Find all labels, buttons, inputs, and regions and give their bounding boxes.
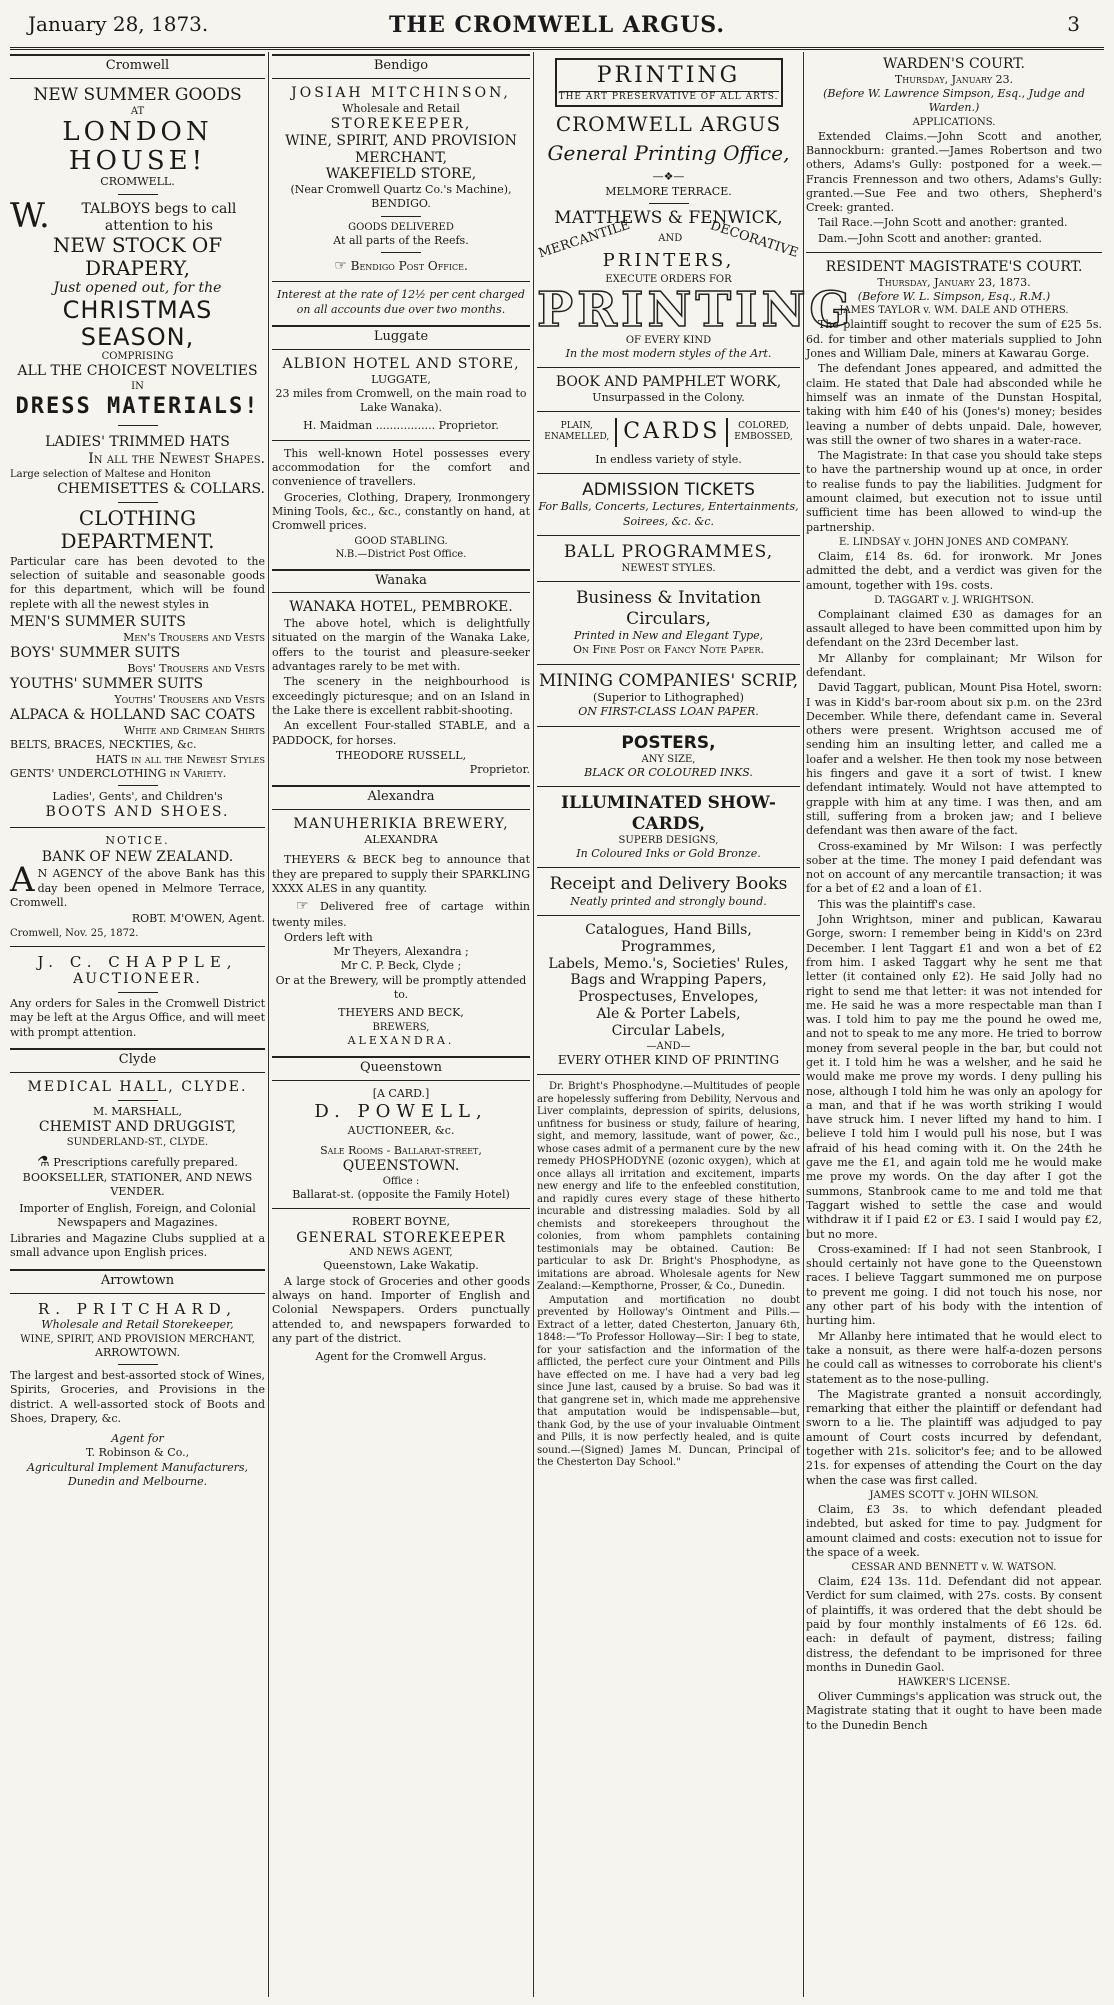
ad-text: Orders left with (284, 930, 373, 944)
list-item: Catalogues, Hand Bills, Programmes, (585, 922, 752, 955)
divider (118, 785, 158, 786)
pointing-hand-icon: ☞ (296, 898, 309, 915)
section-header-queenstown: Queenstown (272, 1056, 530, 1081)
ad-heading: JOSIAH MITCHINSON, (291, 84, 511, 101)
divider (118, 992, 158, 993)
case-title: E. LINDSAY v. JOHN JONES AND COMPANY. (839, 536, 1069, 548)
ad-text: ROBT. M'OWEN, Agent. (131, 912, 265, 926)
ad-text: GOODS DELIVERED (348, 221, 454, 233)
ad-text: Printed in New and Elegant Type, (573, 628, 764, 642)
column-divider (533, 52, 534, 1997)
masthead (0, 0, 1114, 48)
article-text: Mr Allanby for complainant; Mr Wilson for defendant. (806, 651, 1102, 679)
list-item: Bags and Wrapping Papers, (570, 972, 767, 989)
ad-heading: J. C. CHAPPLE, (37, 952, 238, 971)
divider (537, 581, 800, 582)
ad-heading: CHRISTMAS SEASON, (62, 296, 213, 351)
ad-heading: MEDICAL HALL, CLYDE. (27, 1078, 248, 1095)
ad-text: Bendigo Post Office. (350, 259, 468, 274)
article-text: Claim, £24 13s. 11d. Defendant did not appear. Verdict for sum claimed, with 27s. costs. By consent of plaintiffs, it was ordered that the debt should be paid by four monthly instalments of £6 12s. 6d. each: in default of payment, distress; failing distress, the defendant to be imprisoned for three months in Dunedin Gaol. (806, 1575, 1102, 1674)
ad-heading: AUCTIONEER. (73, 971, 202, 988)
notice-title: NOTICE. (105, 834, 170, 848)
ad-heading: CLOTHING DEPARTMENT. (60, 505, 215, 553)
section-header-cromwell: Cromwell (10, 54, 265, 79)
ad-text: Groceries, Clothing, Drapery, Ironmongery Mining Tools, &c., &c., constantly on hand, at Cromwell prices. (272, 490, 530, 533)
ad-heading: POSTERS, (621, 732, 716, 753)
ad-text: CROMWELL. (100, 175, 175, 189)
ad-text: PLAIN, (560, 420, 593, 431)
ad-text: IN (131, 380, 144, 392)
divider (10, 827, 265, 828)
ad-heading: CHEMIST AND DRUGGIST, (38, 1118, 237, 1135)
ad-text: For Balls, Concerts, Lectures, Entertainments, Soirees, &c. &c. (538, 500, 799, 528)
list-item: MEN'S SUMMER SUITS (10, 613, 186, 630)
ad-text: In the most modern styles of the Art. (565, 346, 772, 360)
ad-text: BELTS, BRACES, NECKTIES, &c. (10, 738, 197, 752)
divider (537, 915, 800, 916)
ad-text: GENTS' UNDERCLOTHING in Variety. (10, 766, 227, 780)
article-text: Mr Allanby here intimated that he would elect to take a nonsuit, as there were half-a-dozen persons he could call as witnesses to corroborate his client's statement as to the nose-pulling. (806, 1329, 1102, 1386)
list-item: YOUTHS' SUMMER SUITS (10, 676, 204, 693)
ad-heading: WANAKA HOTEL, PEMBROKE. (289, 599, 513, 616)
ad-text: The scenery in the neighbourhood is exceedingly picturesque; and on an Island in the Lake there is excellent rabbit-shooting. (272, 675, 530, 717)
pointing-hand-icon: ☞ (334, 258, 347, 275)
column-2 (272, 52, 530, 1997)
list-item: Youths' Trousers and Vests (114, 692, 265, 706)
divider (537, 1074, 800, 1075)
ad-heading: ILLUMINATED SHOW-CARDS, (561, 793, 776, 834)
divider (537, 473, 800, 474)
ad-text: CHEMISETTES & COLLARS. (57, 480, 265, 497)
article-text: Claim, £3 3s. to which defendant pleaded indebted, but asked for time to pay. Judgment for amount claimed and costs: execution not to issue for the space of a week. (806, 1502, 1102, 1559)
ad-text: THEYERS & BECK beg to announce that they are prepared to supply their SPARKLING XXXX ALES in any quantity. (272, 853, 530, 896)
list-item: Boys' Trousers and Vests (127, 661, 265, 675)
ad-text: GOOD STABLING. (354, 535, 448, 547)
ad-heading: GENERAL STOREKEEPER (296, 1229, 506, 1246)
ad-text: Queenstown, Lake Wakatip. (323, 1259, 479, 1273)
article-text: The defendant Jones appeared, and admitted the claim. He stated that Dale had absconded while he himself was an inmate of the Dunstan Hospital, taking with him £40 of his (Jones's) money; besides leaving a number of debts unpaid. Dale, however, was still the owner of two shares in a water-race. (806, 362, 1102, 447)
drop-cap: W. (10, 195, 50, 236)
ad-text: Ladies', Gents', and Children's (52, 790, 223, 804)
ad-text: Delivered free of cartage within twenty miles. (272, 900, 530, 929)
ad-text: Proprietor. (469, 763, 530, 777)
ad-text: BENDIGO. (371, 197, 431, 211)
ad-text: Sale Rooms - Ballarat-street, (320, 1143, 482, 1157)
section-header-wanaka: Wanaka (272, 569, 530, 594)
ad-heading: ALBION HOTEL AND STORE, (282, 355, 520, 372)
divider (537, 535, 800, 536)
ad-text: ON FIRST-CLASS LOAN PAPER. (578, 705, 759, 719)
ad-text: In endless variety of style. (595, 452, 742, 466)
ad-text: SUNDERLAND-ST., CLYDE. (66, 1136, 209, 1148)
ad-heading: BALL PROGRAMMES, (563, 541, 774, 562)
ad-heading: D. POWELL, (314, 1101, 488, 1123)
ad-heading: NEW SUMMER GOODS (33, 84, 242, 105)
ad-heading: BOOKSELLER, STATIONER, AND NEWS VENDER. (22, 1170, 253, 1199)
ad-text: Agricultural Implement Manufacturers, (26, 1460, 249, 1474)
case-title: CESSAR AND BENNETT v. W. WATSON. (851, 1562, 1057, 1574)
divider (118, 194, 158, 195)
article-text: John Wrightson, miner and publican, Kawarau Gorge, sworn: I remember being in Kidd's on 23rd December. I lent Taggart £1 and won a bet of £2 from him. I asked Taggart why he sent me that letter (it contained only £2). He said Jolly had no right to send me that letter: it was not intended for me. He said he was a more respectable man than I was. I told him to pay me the pound he owed me, and not to speak to me any more. He tried to borrow money from several people in the bar, but could not get it. I told him he was a welsher, and he said he would make me prove my words. I deny pulling his nose, although I told him he was only an apology for a man, and that if he was worth striking I would have struck him. I never lifted my hand to him. I believe I told him I would pull his nose, but I was afraid of his head coming with it. On the 24th he gave me the £1, and again told me he would make me prove my words. On the day after I got the summons, Stanbrook came to me and told me that Taggart wished to settle the case and would withdraw it if I paid £2 or £3. I said I would pay £2, but no more. (806, 913, 1102, 1241)
ad-text: HATS in all the Newest Styles (95, 752, 265, 766)
article-text: The Magistrate: In that case you should take steps to have the partnership wound up at once, in order to realise funds to pay the liabilities. Judgment for amount claimed, but execution not to issue until sufficient time has been allowed to wind-up the partnership. (806, 449, 1102, 534)
ad-text: Unsurpassed in the Colony. (592, 390, 745, 404)
drop-cap: A (10, 860, 35, 901)
ad-text: Libraries and Magazine Clubs supplied at a small advance upon English prices. (10, 1232, 265, 1260)
ad-text: Or at the Brewery, will be promptly attended to. (275, 973, 527, 1001)
case-title: JAMES TAYLOR v. WM. DALE AND OTHERS. (839, 305, 1069, 317)
ad-text: ALEXANDRA. (347, 1033, 455, 1047)
ad-heading: CROMWELL ARGUS (555, 112, 782, 137)
ad-text: WINE, SPIRIT, AND PROVISION MERCHANT, (285, 132, 517, 166)
ad-text: OF EVERY KIND (625, 334, 712, 346)
ad-text: LADIES' TRIMMED HATS (45, 434, 230, 451)
divider (118, 425, 158, 426)
ad-text: AT (130, 106, 145, 118)
case-title: HAWKER'S LICENSE. (897, 1677, 1011, 1689)
article-text: Thursday, January 23, 1873. (877, 275, 1031, 289)
article-text: (Before W. Lawrence Simpson, Esq., Judge and Warden.) (823, 87, 1085, 115)
divider (649, 203, 689, 204)
printing-banner (555, 58, 783, 107)
article-text: Tail Race.—John Scott and another: granted. (818, 216, 1068, 230)
ad-heading: ROBERT BOYNE, (351, 1215, 451, 1229)
ad-text: Neatly printed and strongly bound. (570, 894, 767, 908)
masthead-rule (10, 47, 1104, 50)
list-item: Circular Labels, (611, 1022, 726, 1039)
ad-heading: EVERY OTHER KIND OF PRINTING (557, 1052, 780, 1067)
article-text: Cross-examined by Mr Wilson: I was perfectly sober at the time. The money I paid defendant was not on account of any mercantile transaction; it was for a bet of £2 and a loan of £1. (806, 839, 1102, 896)
divider (537, 786, 800, 787)
article-subheading: APPLICATIONS. (912, 116, 996, 128)
article-text: Extended Claims.—John Scott and another, Bannockburn: granted.—James Robertson and two others, Adams's Gully: postponed for a week.—Francis Frennesson and two others, Adams's Gully: granted.—Sue Fee and two others, Shepherd's Creek: granted. (806, 129, 1102, 215)
article-text: Dr. Bright's Phosphodyne.—Multitudes of people are hopelessly suffering from Debility, Nervous and Liver complaints, depression of spirits, delusions, unfitness for business or study, failure of hearing, sight, and memory, lassitude, want of power, &c., whose cases admit of a permanent cure by the new remedy PHOSPHODYNE (ozonic oxygen), which at once allays all irritation and excitement, imparts new energy and life to the enfeebled constitution, and rapidly cures every stage of these hitherto incurable and distressing maladies. Sold by all chemists and storekeepers throughout the colonies, from whom pamphlets containing testimonials may be obtained. Caution: Be particular to ask Dr. Bright's Phosphodyne, as imitations are abroad. Wholesale agents for New Zealand:—Kempthorne, Prosser, & Co., Dunedin. (537, 1081, 800, 1293)
section-header-clyde: Clyde (10, 1048, 265, 1073)
article-text: This was the plaintiff's case. (818, 897, 976, 911)
divider (381, 216, 421, 217)
ad-heading: QUEENSTOWN. (342, 1158, 460, 1175)
ad-text: Mr Theyers, Alexandra ; (333, 945, 469, 959)
ad-text: Just opened out, for the (53, 280, 222, 297)
ad-text: In all the Newest Shapes. (88, 451, 265, 468)
divider (537, 726, 800, 727)
article-text: Thursday, January 23. (894, 72, 1014, 86)
list-item: Labels, Memo.'s, Societies' Rules, (548, 955, 789, 972)
ad-text: Mr C. P. Beck, Clyde ; (340, 959, 462, 973)
ad-text: Agent for (111, 1432, 164, 1446)
article-text: Complainant claimed £30 as damages for an assault alleged to have been committed upon him by defendant on the 23rd December last. (806, 607, 1102, 650)
ad-heading: CARDS (615, 418, 728, 447)
ad-heading: MATTHEWS & FENWICK, (554, 207, 783, 228)
ad-text: The above hotel, which is delightfully situated on the margin of the Wanaka Lake, offers to the tourist and pleasure-seeker advantages rarely to be met with. (272, 617, 530, 674)
ad-text: Wholesale and Retail (342, 101, 460, 115)
divider (381, 252, 421, 253)
newspaper-title: THE CROMWELL ARGUS. (388, 12, 726, 38)
list-item: Ale & Porter Labels, (596, 1006, 741, 1022)
cards-block (537, 418, 800, 447)
ad-text: Agent for the Cromwell Argus. (315, 1350, 487, 1364)
column-divider (268, 52, 269, 1997)
divider (272, 281, 530, 282)
ad-text: (Near Cromwell Quartz Co.'s Machine), (290, 183, 512, 197)
ad-text: N.B.—District Post Office. (335, 548, 467, 560)
ad-heading: ADMISSION TICKETS (582, 479, 755, 500)
ad-text: In Coloured Inks or Gold Bronze. (576, 847, 761, 861)
ad-text: Any orders for Sales in the Cromwell District may be left at the Argus Office, and will meet with prompt attention. (10, 997, 265, 1039)
article-text: The Magistrate granted a nonsuit accordingly, remarking that either the plaintiff or defendant had sworn to a lie. The plaintiff was adjudged to pay amount of Court costs incurred by defendant, together with 21s. solicitor's fee; and to be allowed 21s. for expenses of attending the Court on the day when the case was first called. (806, 1387, 1102, 1487)
ad-text: WINE, SPIRIT, AND PROVISION MERCHANT, (20, 1333, 255, 1345)
section-header-luggate: Luggate (272, 325, 530, 350)
list-item: BOYS' SUMMER SUITS (10, 645, 181, 661)
pestle-icon: ⚗ (37, 1153, 50, 1170)
case-title: JAMES SCOTT v. JOHN WILSON. (869, 1489, 1039, 1501)
ad-heading: BANK OF NEW ZEALAND. (41, 848, 234, 865)
ad-heading: General Printing Office, (547, 141, 790, 166)
ad-text: ALL THE CHOICEST NOVELTIES (17, 362, 258, 379)
ad-text: A large stock of Groceries and other goods always on hand. Importer of English and Colonial Newspapers. Orders punctually attended to, and newspapers forwarded to any part of the district. (272, 1274, 530, 1345)
article-heading: RESIDENT MAGISTRATE'S COURT. (825, 259, 1083, 276)
ad-text: Large selection of Maltese and Honiton (10, 468, 211, 480)
article-text: Dam.—John Scott and another: granted. (818, 231, 1042, 245)
ad-text: [A CARD.] (372, 1086, 430, 1100)
article-text: Cross-examined: If I had not seen Stanbrook, I should certainly not have gone to the Queenstown races. I believe Taggart summoned me on purpose to prevent me going. I did not touch his nose, nor any other part of his body with the intention of hurting him. (806, 1242, 1102, 1328)
ad-text: M. MARSHALL, (93, 1104, 182, 1118)
ad-text: ARROWTOWN. (95, 1345, 180, 1359)
ad-heading: Business & Invitation Circulars, (575, 588, 762, 629)
ad-text: ANY SIZE, (641, 753, 696, 765)
ad-heading: PRINTERS, (602, 250, 735, 272)
ad-text: This well-known Hotel possesses every accommodation for the comfort and convenience of travellers. (272, 446, 530, 489)
page-number: 3 (1067, 12, 1080, 36)
ad-text: SUPERB DESIGNS, (618, 835, 719, 847)
ad-text: ALEXANDRA (364, 833, 438, 847)
article-text: Claim, £14 8s. 6d. for ironwork. Mr Jones admitted the debt, and a verdict was given for the amount, together with 19s. costs. (806, 549, 1102, 592)
printing-heading: PRINTING (537, 281, 855, 338)
ad-text: MERCANTILE (536, 217, 632, 262)
ad-heading: MINING COMPANIES' SCRIP, (538, 670, 799, 691)
ad-text: Particular care has been devoted to the selection of suitable and seasonable goods for this department, which will be found replete with all the newest styles in (10, 554, 265, 611)
ad-text: ENAMELLED, (544, 432, 610, 443)
article-text: David Taggart, publican, Mount Pisa Hotel, sworn: I was in Kidd's bar-room about six p.m. on the 23rd December. While there, defendant came in. Several others were present. Wrightson accused me of sending him an insulting letter, and called me a loafer and a welsher. He then took my nose between his fingers and gave it a sort of twist. I knew defendant intimately. Would not have attempted to grapple with him at any time. I was then, and am still, suffering from a broken jaw; and I believe defendant was then aware of the fact. (806, 681, 1102, 838)
ad-heading: R. PRITCHARD, (37, 1299, 238, 1318)
issue-date: January 28, 1873. (28, 12, 209, 36)
case-title: D. TAGGART v. J. WRIGHTSON. (874, 594, 1034, 606)
ad-text: BLACK OR COLOURED INKS. (584, 765, 753, 779)
ad-text: WAKEFIELD STORE, (325, 166, 477, 183)
divider (272, 440, 530, 441)
ad-text: AND (658, 233, 683, 245)
divider (118, 1100, 158, 1101)
list-item: White and Crimean Shirts (123, 723, 265, 737)
banner-title: PRINTING (559, 62, 779, 92)
divider (537, 367, 800, 368)
ad-text: TALBOYS begs to call attention to his (81, 200, 237, 234)
article-heading: WARDEN'S COURT. (883, 56, 1025, 72)
ad-text: AND NEWS AGENT, (349, 1247, 453, 1259)
ad-heading: BOOK AND PAMPHLET WORK, (555, 373, 782, 390)
section-header-bendigo: Bendigo (272, 54, 530, 79)
ad-text: Dunedin and Melbourne. (67, 1475, 208, 1489)
divider (118, 1364, 158, 1365)
ad-text: Cromwell, Nov. 25, 1872. (10, 927, 139, 939)
ad-heading: MANUHERIKIA BREWERY, (293, 816, 509, 833)
article-text: (Before W. L. Simpson, Esq., R.M.) (857, 290, 1051, 304)
ad-text: T. Robinson & Co., (85, 1446, 190, 1460)
article-text: The plaintiff sought to recover the sum of £25 5s. 6d. for timber and other materials supplied to John Jones and William Dale, miners at Kawarau Gorge. (806, 318, 1102, 361)
ad-text: Office : (382, 1175, 420, 1187)
ad-text: Ballarat-st. (opposite the Family Hotel) (292, 1187, 510, 1201)
section-header-arrowtown: Arrowtown (10, 1269, 265, 1294)
banner-subtitle: THE ART PRESERVATIVE OF ALL ARTS. (558, 91, 779, 102)
ad-text: (Superior to Lithographed) (593, 690, 744, 704)
ad-text: Interest at the rate of 12½ per cent charged on all accounts due over two months. (277, 288, 525, 316)
ad-text: NEWEST STYLES. (621, 563, 716, 575)
ad-heading: Receipt and Delivery Books (549, 874, 788, 895)
ad-text: —AND— (646, 1040, 691, 1052)
article-text: Oliver Cummings's application was struck out, the Magistrate stating that it ought to have been made to the Dunedin Bench (806, 1690, 1102, 1732)
ad-text: An excellent Four-stalled STABLE, and a PADDOCK, for horses. (272, 719, 530, 747)
ad-text: BREWERS, (372, 1021, 430, 1033)
ad-text: On Fine Post or Fancy Note Paper. (572, 643, 765, 657)
ad-text: LUGGATE, (371, 372, 431, 386)
list-item: Men's Trousers and Vests (123, 630, 265, 644)
ad-text: At all parts of the Reefs. (333, 233, 469, 247)
divider (10, 946, 265, 947)
column-1 (10, 52, 265, 1997)
list-item: ALPACA & HOLLAND SAC COATS (10, 707, 256, 724)
ad-heading: BOOTS AND SHOES. (45, 804, 230, 821)
divider (537, 867, 800, 868)
list-item: Prospectuses, Envelopes, (578, 989, 759, 1006)
ad-text: N AGENCY of the above Bank has this day been opened in Melmore Terrace, Cromwell. (10, 867, 265, 909)
column-3 (536, 52, 855, 1997)
ad-text: H. Maidman ................. Proprietor. (303, 419, 499, 433)
divider (537, 411, 800, 412)
divider (272, 1208, 530, 1209)
ad-text: AUCTIONEER, &c. (347, 1123, 455, 1137)
ad-text: THEODORE RUSSELL, (335, 748, 467, 762)
article-text: Amputation and mortification no doubt prevented by Holloway's Ointment and Pills.—Extract of a letter, dated Chesterton, January 6th, 1848:—"To Professor Holloway—Sir: I beg to state, for your satisfaction and the information of the afflicted, the perfect cure your Ointment and Pills have effected on me. I have had a very bad leg since June last, caused by a bruise. So bad was it that gangrene set in, which made me apprehensive that amputation would be indispensable—but, thank God, by the use of your invaluable Ointment and Pills, it is now perfectly healed, and is quite sound.—(Signed) James M. Duncan, Principal of the Chesterton Day School." (537, 1294, 800, 1469)
column-divider (803, 52, 804, 1997)
ad-text: Importer of English, Foreign, and Colonial Newspapers and Magazines. (19, 1201, 256, 1229)
ad-heading: STOREKEEPER, (330, 115, 472, 132)
ad-text: EMBOSSED, (734, 432, 793, 443)
ad-text: DECORATIVE (708, 218, 801, 262)
ad-heading: DRESS MATERIALS! (15, 393, 260, 419)
ad-text: COMPRISING (101, 350, 174, 362)
ad-heading: NEW STOCK OF DRAPERY, (52, 233, 223, 281)
ad-heading: THEYERS AND BECK, (338, 1006, 464, 1020)
column-4 (806, 52, 1102, 1997)
divider (806, 252, 1102, 253)
section-header-alexandra: Alexandra (272, 785, 530, 810)
ad-text: COLORED, (738, 420, 789, 431)
ad-text: The largest and best-assorted stock of Wines, Spirits, Groceries, and Provisions in the district. A well-assorted stock of Boots and Shoes, Drapery, &c. (10, 1368, 265, 1425)
divider (118, 502, 158, 503)
ad-text: Wholesale and Retail Storekeeper, (41, 1318, 234, 1332)
clothing-list (10, 614, 265, 738)
ad-text: 23 miles from Cromwell, on the main road to Lake Wanaka). (275, 386, 527, 415)
divider (537, 664, 800, 665)
ad-heading: LONDON HOUSE! (62, 117, 213, 176)
ornament-icon: —❖— (652, 170, 685, 184)
ad-text: Prescriptions carefully prepared. (53, 1155, 238, 1169)
ad-text: MELMORE TERRACE. (605, 184, 732, 198)
ad-text: EXECUTE ORDERS FOR (605, 273, 732, 285)
